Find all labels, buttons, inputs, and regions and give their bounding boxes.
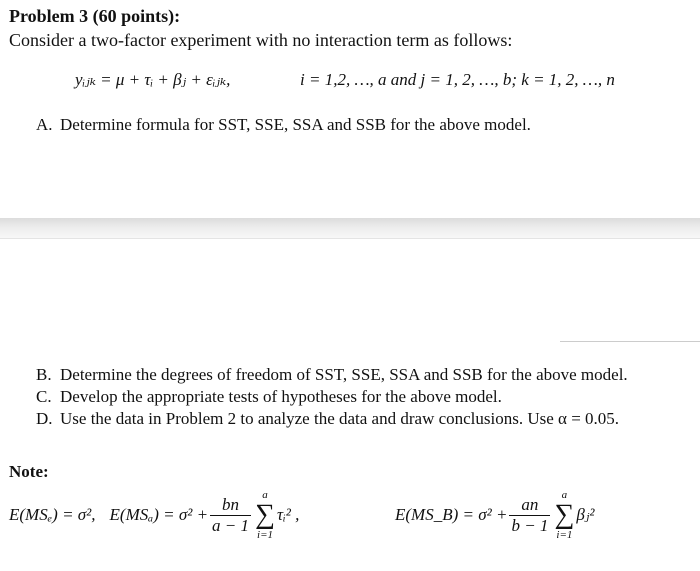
sigma-icon: ∑ [255,499,275,530]
task-text: Determine the degrees of freedom of SST, SSE, SSA and SSB for the above model. [60,365,628,384]
msa-summation [255,489,275,541]
note-heading: Note: [9,462,49,481]
task-letter: C. [36,387,52,406]
task-d [36,409,619,429]
faint-rule [560,341,700,342]
msa-fraction [210,495,251,536]
problem-title: Problem 3 (60 points): [9,6,181,26]
task-c [36,387,502,407]
msa-expectation-lhs: E(MSₐ) = σ² + [109,505,209,524]
expected-mean-squares-formula-b [395,480,594,550]
sum-lower-limit: i=1 [556,529,573,541]
msb-denominator: b − 1 [511,515,549,535]
task-a [36,115,531,135]
page-separator [0,218,700,238]
msb-numerator: an [521,494,539,514]
task-text: Develop the appropriate tests of hypotheses for the above model. [60,387,502,406]
task-letter: B. [36,365,52,384]
model-index-range: i = 1,2, …, a and j = 1, 2, …, b; k = 1, 2, …, n [300,70,615,89]
sum-lower-limit: i=1 [257,529,273,541]
sigma-icon: ∑ [554,499,575,530]
problem-intro: Consider a two-factor experiment with no interaction term as follows: [9,30,513,50]
sum-upper-limit: a [561,489,568,501]
model-equation: yᵢⱼₖ = μ + τᵢ + βⱼ + εᵢⱼₖ, [75,70,231,89]
msa-denominator: a − 1 [212,515,250,535]
msa-term: τᵢ² , [277,505,300,524]
task-letter: A. [36,115,53,134]
task-letter: D. [36,409,53,428]
msb-expectation-lhs: E(MS_B) = σ² + [395,505,508,524]
page-edge-line [0,238,700,239]
msb-summation [554,489,574,541]
task-text: Use the data in Problem 2 to analyze the data and draw conclusions. Use α = 0.05. [60,409,620,428]
sum-upper-limit: a [262,489,268,501]
msb-term: βⱼ² [576,505,595,524]
msb-fraction [509,495,550,536]
mse-expectation: E(MSₑ) = σ², [9,505,96,524]
task-b [36,365,628,385]
expected-mean-squares-formula-a [9,480,299,550]
msa-numerator: bn [222,494,240,514]
task-text: Determine formula for SST, SSE, SSA and SSB for the above model. [60,115,531,134]
